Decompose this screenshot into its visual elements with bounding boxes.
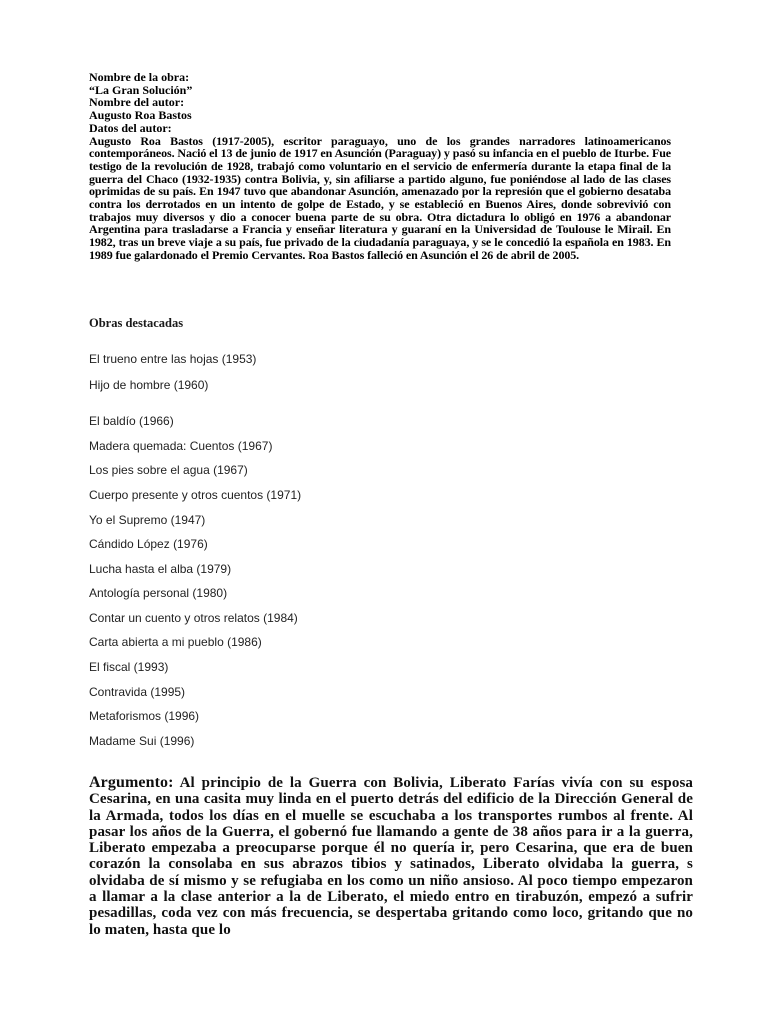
author-biography: Augusto Roa Bastos (1917-2005), escritor paraguayo, uno de los grandes narradores latinoamericanos contemporáneos. Nació el 13 de junio de 1917 en Asunción (Paraguay) y pasó su infancia en el pueblo de Iturbe. Fue testigo de la revolución de 1928, trabajó como voluntario en el servicio de enfermería durante la etapa final de la guerra del Chaco (1932-1935) contra Bolivia, y, sin afiliarse a partido alguno, fue poniéndose al lado de las clases oprimidas de su país. En 1947 tuvo que abandonar Asunción, amenazado por la represión que el gobierno desataba contra los derrotados en un intento de golpe de Estado, y se estableció en Buenos Aires, donde sobrevivió con trabajos muy diversos y dio a conocer buena parte de su obra. Otra dictadura lo obligó en 1976 a abandonar Argentina para trasladarse a Francia y enseñar literatura y guaraní en la Universidad de Toulouse le Mirail. En 1982, tras un breve viaje a su país, fue privado de la ciudadanía paraguaya, y se le concedió la española en 1983. En 1989 fue galardonado el Premio Cervantes. Roa Bastos falleció en Asunción el 26 de abril de 2005.: [89, 133, 671, 262]
work-list-item: Contar un cuento y otros relatos (1984): [89, 611, 298, 625]
author-name-label: Nombre del autor:: [89, 95, 185, 110]
argument-text: Al principio de la Guerra con Bolivia, Liberato Farías vivía con su esposa Cesarina, en una casita muy linda en el puerto detrás del edificio de la Dirección General de la Armada, todos los días en el muelle se escuchaba a los transportes rumbos al frente. Al pasar los años de la Guerra, el gobernó fue llamando a gente de 38 años para ir a la guerra, Liberato empezaba a preocuparse porque él no quería ir, pero Cesarina, que era de buen corazón la consolaba en sus abrazos tibios y satinados, Liberato olvidaba la guerra, s olvidaba de sí mismo y se refugiaba en los como un niño ansioso. Al poco tiempo empezaron a llamar a la clase anterior a la de Liberato, el miedo entro en tirabuzón, empezó a sufrir pesadillas, coda vez con más frecuencia, se despertaba gritando como loco, gritando que no lo maten, hasta que lo: [89, 775, 693, 938]
work-list-item: Cándido López (1976): [89, 537, 208, 551]
works-section-title: Obras destacadas: [89, 316, 184, 330]
work-list-item: Yo el Supremo (1947): [89, 513, 206, 527]
author-data-label: Datos del autor:: [89, 120, 172, 135]
author-name: Augusto Roa Bastos: [89, 108, 192, 123]
argument-paragraph: [89, 775, 693, 938]
work-name-label: Nombre de la obra:: [89, 70, 190, 84]
work-list-item: Antología personal (1980): [89, 586, 228, 600]
work-list-item: Hijo de hombre (1960): [89, 378, 209, 392]
argument-label: Argumento:: [89, 774, 174, 791]
work-list-item: Los pies sobre el agua (1967): [89, 463, 248, 477]
work-list-item: El fiscal (1993): [89, 660, 169, 674]
work-list-item: Contravida (1995): [89, 685, 186, 699]
work-list-item: Madame Sui (1996): [89, 734, 195, 748]
document-header: [89, 71, 671, 262]
work-list-item: Carta abierta a mi pueblo (1986): [89, 635, 262, 649]
work-list-item: Lucha hasta el alba (1979): [89, 562, 232, 576]
work-list-item: El trueno entre las hojas (1953): [89, 352, 257, 366]
work-list-item: Metaforismos (1996): [89, 709, 200, 723]
work-list-item: El baldío (1966): [89, 414, 174, 428]
work-title: “La Gran Solución”: [89, 82, 193, 97]
work-list-item: Madera quemada: Cuentos (1967): [89, 439, 273, 453]
work-list-item: Cuerpo presente y otros cuentos (1971): [89, 488, 302, 502]
